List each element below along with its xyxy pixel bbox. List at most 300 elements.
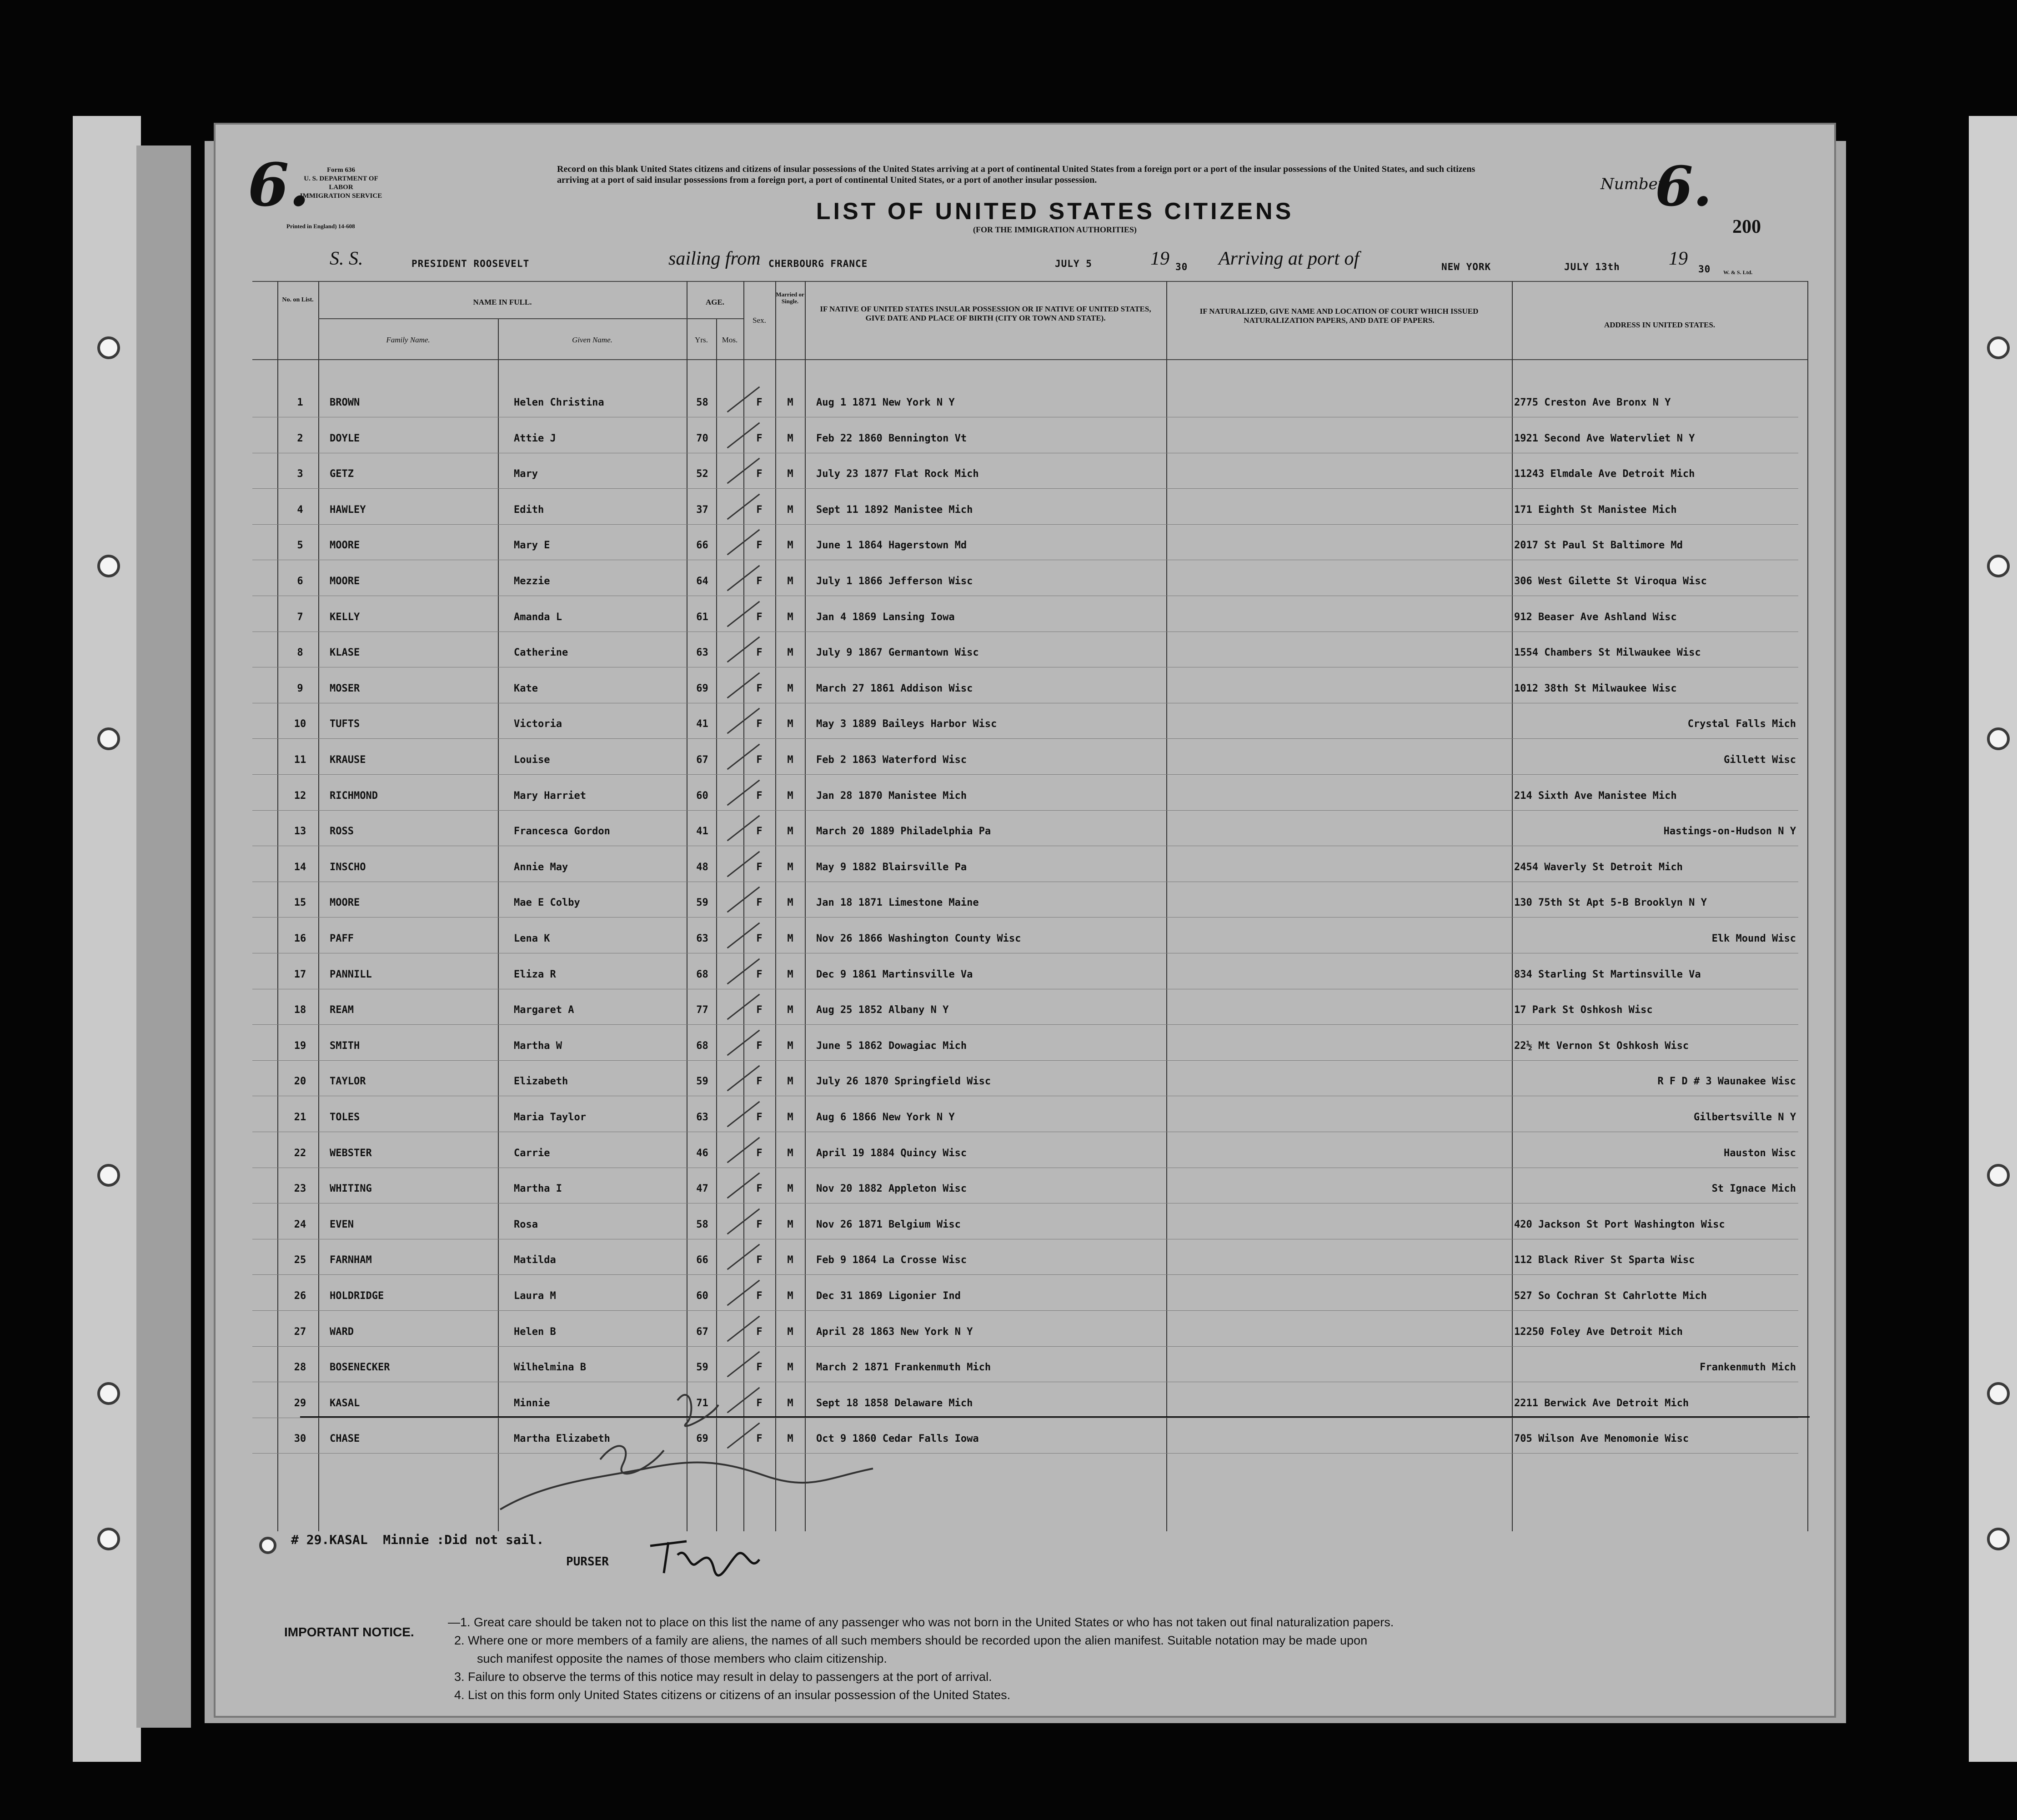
marital-status: M [787, 432, 793, 444]
birth-date-place: Oct 9 1860 Cedar Falls Iowa [816, 1433, 979, 1445]
header-naturalized: IF NATURALIZED, GIVE NAME AND LOCATION OF COURT WHICH ISSUED NATURALIZATION PAPERS, AND DATE OF PAPERS. [1199, 307, 1479, 325]
age-years: 70 [696, 432, 708, 444]
col-rule [498, 318, 499, 1531]
address: 834 Starling St Martinsville Va [1514, 968, 1701, 980]
age-years: 58 [696, 1218, 708, 1230]
age-years: 64 [696, 576, 708, 587]
birth-date-place: May 3 1889 Baileys Harbor Wisc [816, 718, 997, 730]
sex: F [756, 1397, 763, 1409]
sex: F [756, 1326, 763, 1338]
address: 1012 38th St Milwaukee Wisc [1514, 682, 1677, 694]
address: Hastings-on-Hudson N Y [1663, 826, 1796, 837]
row-number: 22 [294, 1147, 306, 1159]
address: 171 Eighth St Manistee Mich [1514, 504, 1677, 516]
birth-date-place: Sept 11 1892 Manistee Mich [816, 504, 973, 516]
marital-status: M [787, 611, 793, 623]
sex: F [756, 1076, 763, 1088]
marital-status: M [787, 861, 793, 873]
address: 130 75th St Apt 5-B Brooklyn N Y [1514, 897, 1707, 909]
marital-status: M [787, 504, 793, 516]
form-subtitle: (FOR THE IMMIGRATION AUTHORITIES) [973, 225, 1137, 234]
age-years: 60 [696, 790, 708, 802]
address: 112 Black River St Sparta Wisc [1514, 1254, 1695, 1266]
sex: F [756, 1290, 763, 1302]
header-given: Given Name. [572, 336, 612, 344]
row-number: 1 [297, 397, 303, 408]
sex: F [756, 504, 763, 516]
row-number: 24 [294, 1218, 306, 1230]
age-years: 60 [696, 1290, 708, 1302]
age-years: 67 [696, 1326, 708, 1338]
given-name: Helen Christina [514, 397, 604, 408]
row-number: 13 [294, 826, 306, 837]
arriving-label: Arriving at port of [1219, 248, 1360, 269]
given-name: Martha I [514, 1183, 562, 1195]
row-number: 21 [294, 1112, 306, 1123]
family-name: TOLES [330, 1112, 360, 1123]
sex: F [756, 861, 763, 873]
row-rule [252, 524, 1798, 525]
address: 2454 Waverly St Detroit Mich [1514, 861, 1683, 873]
given-name: Francesca Gordon [514, 826, 610, 837]
binder-hole [97, 727, 120, 750]
row-rule [252, 1310, 1798, 1311]
notice-item-1: —1. Great care should be taken not to place on this list the name of any passenger who was not born in the United States or who has not taken out final naturalization papers. [448, 1615, 1394, 1629]
header-name: NAME IN FULL. [473, 298, 532, 306]
row-number: 19 [294, 1040, 306, 1052]
given-name: Carrie [514, 1147, 550, 1159]
col-rule [1166, 281, 1167, 1531]
address: Crystal Falls Mich [1687, 718, 1796, 730]
given-name: Mary Harriet [514, 790, 586, 802]
family-name: GETZ [330, 468, 354, 480]
age-years: 69 [696, 1433, 708, 1445]
address: Elk Mound Wisc [1711, 933, 1796, 944]
birth-date-place: June 5 1862 Dowagiac Mich [816, 1040, 967, 1052]
family-name: HAWLEY [330, 504, 366, 516]
row-number: 11 [294, 754, 306, 766]
given-name: Maria Taylor [514, 1112, 586, 1123]
given-name: Mae E Colby [514, 897, 580, 909]
birth-date-place: Feb 9 1864 La Crosse Wisc [816, 1254, 967, 1266]
form-department: U. S. DEPARTMENT OF LABOR [304, 175, 378, 191]
family-name: WEBSTER [330, 1147, 372, 1159]
row-number: 25 [294, 1254, 306, 1266]
birth-date-place: Nov 26 1871 Belgium Wisc [816, 1218, 961, 1230]
notice-item-2b: such manifest opposite the names of those members who claim citizenship. [477, 1652, 887, 1665]
age-years: 63 [696, 647, 708, 659]
row-number: 3 [297, 468, 303, 480]
form-info [291, 166, 391, 201]
marital-status: M [787, 540, 793, 552]
row-number: 26 [294, 1290, 306, 1302]
binder-hole [97, 555, 120, 577]
name-subheader-rule [318, 318, 743, 319]
birth-date-place: July 9 1867 Germantown Wisc [816, 647, 979, 659]
binder-hole [1987, 1382, 2010, 1405]
given-name: Kate [514, 682, 538, 694]
header-mos: Mos. [722, 336, 738, 344]
col-rule [775, 281, 776, 1531]
row-rule [252, 810, 1798, 811]
header-family: Family Name. [386, 336, 430, 344]
row-number: 6 [297, 576, 303, 587]
header-age: AGE. [705, 298, 725, 306]
marital-status: M [787, 897, 793, 909]
sex: F [756, 540, 763, 552]
binder-hole [1987, 727, 2010, 750]
family-name: TAYLOR [330, 1076, 366, 1088]
family-name: PANNILL [330, 968, 372, 980]
arrival-port: NEW YORK [1441, 261, 1491, 272]
purser-signature [646, 1537, 764, 1582]
binder-hole [1987, 555, 2010, 577]
family-name: KRAUSE [330, 754, 366, 766]
purser-label: PURSER [566, 1555, 609, 1569]
marital-status: M [787, 968, 793, 980]
binder-left [73, 116, 141, 1762]
address: 1554 Chambers St Milwaukee Wisc [1514, 647, 1701, 659]
manifest-sheet [214, 123, 1836, 1718]
address: 2211 Berwick Ave Detroit Mich [1514, 1397, 1689, 1409]
marital-status: M [787, 754, 793, 766]
marital-status: M [787, 1040, 793, 1052]
given-name: Minnie [514, 1397, 550, 1409]
table-top-rule [252, 281, 1807, 282]
notice-item-3: 3. Failure to observe the terms of this notice may result in delay to passengers at the port of arrival. [454, 1670, 992, 1684]
given-name: Elizabeth [514, 1076, 568, 1088]
given-name: Mary [514, 468, 538, 480]
age-years: 77 [696, 1004, 708, 1016]
birth-date-place: Jan 28 1870 Manistee Mich [816, 790, 967, 802]
header-birth: IF NATIVE OF UNITED STATES INSULAR POSSESSION OR IF NATIVE OF UNITED STATES, GIVE DATE AND PLACE OF BIRTH (CITY OR TOWN AND STATE). [820, 305, 1151, 322]
address: Hauston Wisc [1724, 1147, 1796, 1159]
age-years: 68 [696, 968, 708, 980]
row-number: 2 [297, 432, 303, 444]
given-name: Louise [514, 754, 550, 766]
given-name: Helen B [514, 1326, 556, 1338]
age-years: 41 [696, 718, 708, 730]
header-yrs: Yrs. [695, 336, 708, 344]
given-name: Amanda L [514, 611, 562, 623]
birth-date-place: Jan 4 1869 Lansing Iowa [816, 611, 955, 623]
address: Gillett Wisc [1724, 754, 1796, 766]
row-number: 20 [294, 1076, 306, 1088]
family-name: WARD [330, 1326, 354, 1338]
row-rule [252, 917, 1798, 918]
row-number: 9 [297, 682, 303, 694]
arrive-year: 30 [1698, 264, 1711, 275]
address: 420 Jackson St Port Washington Wisc [1514, 1218, 1725, 1230]
header-address: ADDRESS IN UNITED STATES. [1604, 321, 1716, 329]
address: 2017 St Paul St Baltimore Md [1514, 540, 1683, 552]
age-years: 59 [696, 1362, 708, 1374]
address: 2775 Creston Ave Bronx N Y [1514, 397, 1671, 408]
age-years: 66 [696, 1254, 708, 1266]
row-number: 23 [294, 1183, 306, 1195]
row-number: 18 [294, 1004, 306, 1016]
ss-label: S. S. [330, 248, 363, 269]
sex: F [756, 576, 763, 587]
given-name: Victoria [514, 718, 562, 730]
sex: F [756, 1004, 763, 1016]
binder-right [1969, 116, 2017, 1762]
col-rule [716, 318, 717, 1531]
row-rule [252, 774, 1798, 775]
notice-item-4: 4. List on this form only United States citizens or citizens of an insular possession of the United States. [454, 1688, 1011, 1702]
birth-date-place: Dec 9 1861 Martinsville Va [816, 968, 973, 980]
marital-status: M [787, 647, 793, 659]
family-name: FARNHAM [330, 1254, 372, 1266]
family-name: RICHMOND [330, 790, 378, 802]
given-name: Rosa [514, 1218, 538, 1230]
printer-mark: W. & S. Ltd. [1723, 269, 1753, 276]
binder-hole [1987, 1164, 2010, 1187]
given-name: Attie J [514, 432, 556, 444]
underlying-page-strip [136, 145, 191, 1728]
address: 214 Sixth Ave Manistee Mich [1514, 790, 1677, 802]
age-years: 67 [696, 754, 708, 766]
sex: F [756, 933, 763, 944]
marital-status: M [787, 1397, 793, 1409]
age-years: 66 [696, 540, 708, 552]
family-name: KLASE [330, 647, 360, 659]
notice-label: IMPORTANT NOTICE. [284, 1625, 414, 1639]
given-name: Edith [514, 504, 544, 516]
birth-date-place: March 2 1871 Frankenmuth Mich [816, 1362, 991, 1374]
given-name: Martha Elizabeth [514, 1433, 610, 1445]
given-name: Martha W [514, 1040, 562, 1052]
birth-date-place: May 9 1882 Blairsville Pa [816, 861, 967, 873]
marital-status: M [787, 1112, 793, 1123]
marital-status: M [787, 826, 793, 837]
marital-status: M [787, 1183, 793, 1195]
arrive-year-prefix: 19 [1669, 248, 1688, 269]
birth-date-place: Jan 18 1871 Limestone Maine [816, 897, 979, 909]
table-header-rule [252, 359, 1807, 360]
address: 11243 Elmdale Ave Detroit Mich [1514, 468, 1695, 480]
binder-hole [97, 1528, 120, 1550]
binder-hole [97, 336, 120, 359]
birth-date-place: Aug 25 1852 Albany N Y [816, 1004, 949, 1016]
birth-date-place: Aug 1 1871 New York N Y [816, 397, 955, 408]
form-service: IMMIGRATION SERVICE [300, 192, 382, 200]
family-name: EVEN [330, 1218, 354, 1230]
notice-item-2: 2. Where one or more members of a family are aliens, the names of all such members should be recorded upon the alien manifest. Suitable notation may be made upon [454, 1634, 1368, 1647]
address: St Ignace Mich [1711, 1183, 1796, 1195]
header-no: No. on List. [282, 296, 314, 303]
address: 306 West Gilette St Viroqua Wisc [1514, 576, 1707, 587]
age-years: 68 [696, 1040, 708, 1052]
birth-date-place: Nov 20 1882 Appleton Wisc [816, 1183, 967, 1195]
age-years: 46 [696, 1147, 708, 1159]
row-number: 12 [294, 790, 306, 802]
row-rule [252, 488, 1798, 489]
address: 12250 Foley Ave Detroit Mich [1514, 1326, 1683, 1338]
marital-status: M [787, 1218, 793, 1230]
birth-date-place: July 1 1866 Jefferson Wisc [816, 576, 973, 587]
address: R F D # 3 Waunakee Wisc [1657, 1076, 1796, 1088]
sex: F [756, 1218, 763, 1230]
header-sex: Sex. [753, 316, 766, 325]
family-name: BROWN [330, 397, 360, 408]
row-number: 8 [297, 647, 303, 659]
given-name: Margaret A [514, 1004, 574, 1016]
family-name: HOLDRIDGE [330, 1290, 384, 1302]
row-number: 29 [294, 1397, 306, 1409]
number-value: 6. [1655, 155, 1712, 219]
row-number: 7 [297, 611, 303, 623]
family-name: MOSER [330, 682, 360, 694]
family-name: INSCHO [330, 861, 366, 873]
family-name: WHITING [330, 1183, 372, 1195]
col-rule [1807, 281, 1808, 1531]
marital-status: M [787, 1362, 793, 1374]
row-number: 17 [294, 968, 306, 980]
sex: F [756, 790, 763, 802]
binder-hole [97, 1164, 120, 1187]
col-rule [277, 281, 278, 1531]
row-rule [252, 1060, 1798, 1061]
given-name: Eliza R [514, 968, 556, 980]
row-rule [252, 1274, 1798, 1275]
family-name: MOORE [330, 540, 360, 552]
age-years: 59 [696, 897, 708, 909]
birth-date-place: Nov 26 1866 Washington County Wisc [816, 933, 1021, 944]
row-number: 4 [297, 504, 303, 516]
given-name: Matilda [514, 1254, 556, 1266]
marital-status: M [787, 1004, 793, 1016]
marital-status: M [787, 682, 793, 694]
family-name: KELLY [330, 611, 360, 623]
family-name: TUFTS [330, 718, 360, 730]
sex: F [756, 897, 763, 909]
family-name: ROSS [330, 826, 354, 837]
marital-status: M [787, 790, 793, 802]
age-years: 69 [696, 682, 708, 694]
header-married: Married or Single. [776, 291, 804, 305]
sail-date: JULY 5 [1055, 258, 1092, 269]
stamp-number: 200 [1732, 216, 1761, 237]
birth-date-place: Sept 18 1858 Delaware Mich [816, 1397, 973, 1409]
address: 17 Park St Oshkosh Wisc [1514, 1004, 1653, 1016]
given-name: Wilhelmina B [514, 1362, 586, 1374]
birth-date-place: April 28 1863 New York N Y [816, 1326, 973, 1338]
row-number: 28 [294, 1362, 306, 1374]
row-number: 30 [294, 1433, 306, 1445]
form-printed: Printed in England) 14-608 [286, 223, 355, 230]
form-intro: Record on this blank United States citizens and citizens of insular possessions of the United States arriving at a port of continental United States from a foreign port or a port of the insular possessions of the United States, and such citizens arriving at a port of said insular possessions from a foreign port, a port of continental United States, or a port of another insular possession. [557, 164, 1475, 185]
age-years: 47 [696, 1183, 708, 1195]
family-name: SMITH [330, 1040, 360, 1052]
birth-date-place: March 20 1889 Philadelphia Pa [816, 826, 991, 837]
family-name: PAFF [330, 933, 354, 944]
address: 1921 Second Ave Watervliet N Y [1514, 432, 1695, 444]
family-name: MOORE [330, 576, 360, 587]
sex: F [756, 968, 763, 980]
row-number: 14 [294, 861, 306, 873]
age-years: 61 [696, 611, 708, 623]
number-label: Number [1601, 175, 1666, 193]
sex: F [756, 754, 763, 766]
given-name: Annie May [514, 861, 568, 873]
age-years: 63 [696, 933, 708, 944]
birth-date-place: Feb 2 1863 Waterford Wisc [816, 754, 967, 766]
address: 912 Beaser Ave Ashland Wisc [1514, 611, 1677, 623]
marital-status: M [787, 1326, 793, 1338]
sex: F [756, 718, 763, 730]
address: Gilbertsville N Y [1693, 1112, 1796, 1123]
arrival-date: JULY 13th [1564, 261, 1620, 272]
row-number: 5 [297, 540, 303, 552]
birth-date-place: Aug 6 1866 New York N Y [816, 1112, 955, 1123]
row-rule [252, 738, 1798, 739]
given-name: Mezzie [514, 576, 550, 587]
family-name: KASAL [330, 1397, 360, 1409]
address: 527 So Cochran St Cahrlotte Mich [1514, 1290, 1707, 1302]
age-years: 63 [696, 1112, 708, 1123]
address: Frankenmuth Mich [1700, 1362, 1796, 1374]
birth-date-place: June 1 1864 Hagerstown Md [816, 540, 967, 552]
address: 705 Wilson Ave Menomonie Wisc [1514, 1433, 1689, 1445]
family-name: BOSENECKER [330, 1362, 390, 1374]
row-number: 15 [294, 897, 306, 909]
marital-status: M [787, 1254, 793, 1266]
punch-hole [259, 1537, 276, 1554]
sex: F [756, 682, 763, 694]
sex: F [756, 1112, 763, 1123]
age-years: 37 [696, 504, 708, 516]
age-years: 41 [696, 826, 708, 837]
birth-date-place: Feb 22 1860 Bennington Vt [816, 432, 967, 444]
sex: F [756, 1183, 763, 1195]
binder-hole [1987, 336, 2010, 359]
row-number: 27 [294, 1326, 306, 1338]
address: 22½ Mt Vernon St Oshkosh Wisc [1514, 1040, 1689, 1052]
family-name: DOYLE [330, 432, 360, 444]
birth-date-place: July 26 1870 Springfield Wisc [816, 1076, 991, 1088]
sex: F [756, 432, 763, 444]
age-years: 71 [696, 1397, 708, 1409]
sex: F [756, 647, 763, 659]
form-number: Form 636 [326, 166, 356, 174]
family-name: CHASE [330, 1433, 360, 1445]
sex: F [756, 826, 763, 837]
sex: F [756, 397, 763, 408]
age-years: 48 [696, 861, 708, 873]
marital-status: M [787, 1290, 793, 1302]
marital-status: M [787, 1433, 793, 1445]
col-rule [1512, 281, 1513, 1531]
given-name: Lena K [514, 933, 550, 944]
age-years: 58 [696, 397, 708, 408]
binder-hole [97, 1382, 120, 1405]
sex: F [756, 1254, 763, 1266]
given-name: Mary E [514, 540, 550, 552]
sex: F [756, 468, 763, 480]
sail-year: 30 [1175, 261, 1188, 272]
sex: F [756, 1147, 763, 1159]
binder-hole [1987, 1528, 2010, 1550]
row-number: 10 [294, 718, 306, 730]
marital-status: M [787, 1147, 793, 1159]
row-number: 16 [294, 933, 306, 944]
sex: F [756, 1040, 763, 1052]
given-name: Laura M [514, 1290, 556, 1302]
sailing-from: CHERBOURG FRANCE [768, 258, 868, 269]
marital-status: M [787, 933, 793, 944]
family-name: REAM [330, 1004, 354, 1016]
